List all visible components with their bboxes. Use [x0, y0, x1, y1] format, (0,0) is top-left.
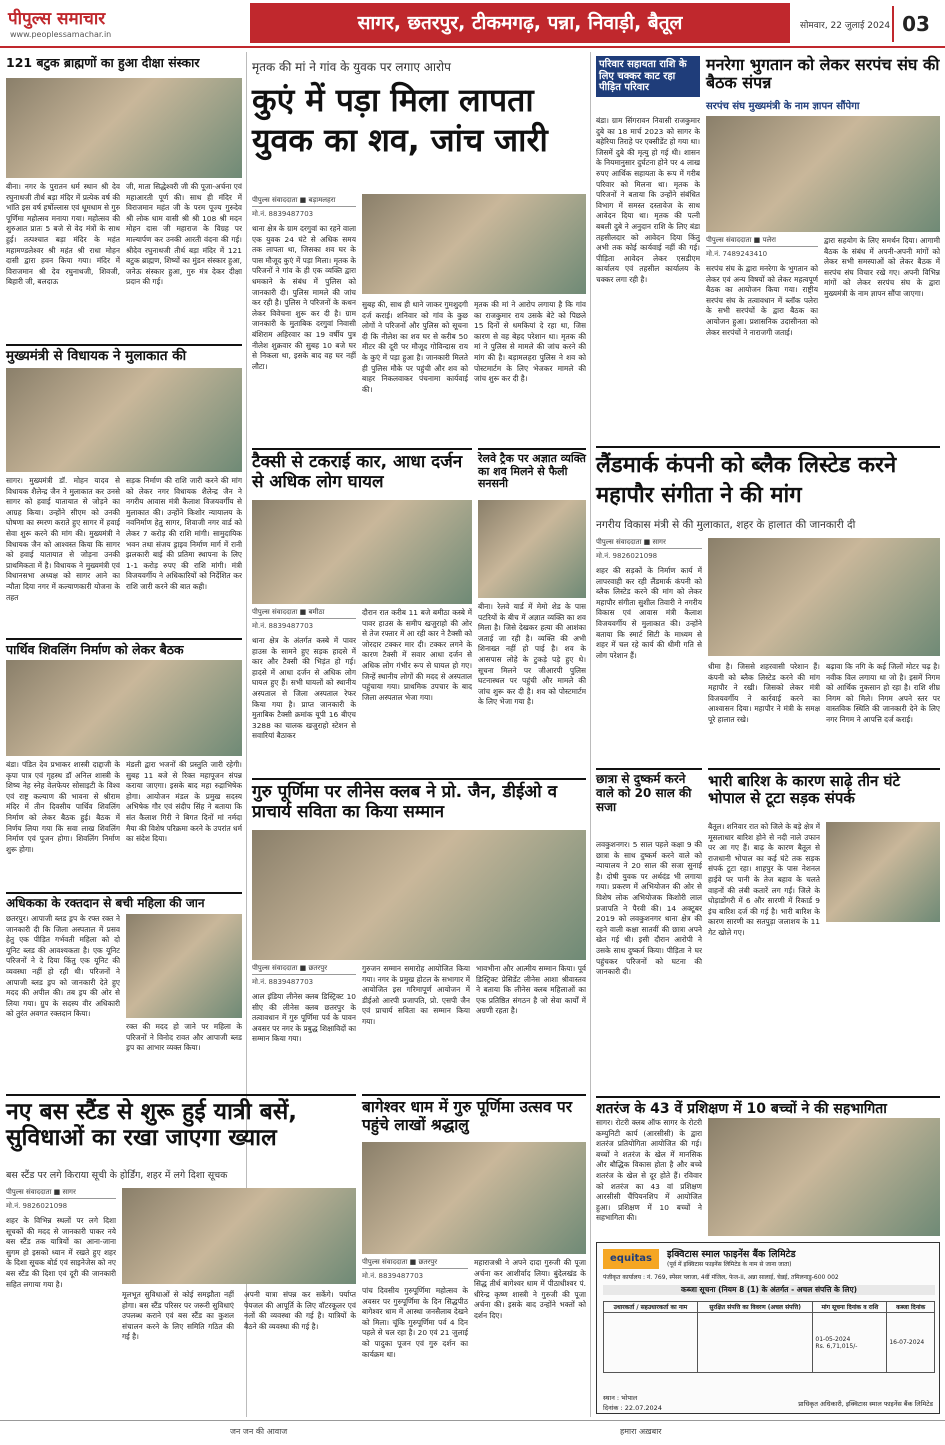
headline-batuk: 121 बटुक ब्राह्मणों का हुआ दीक्षा संस्कार [6, 55, 200, 70]
mobile-bus-stand: मो.नं. 9826021098 [6, 1202, 68, 1210]
body-blood-col1: छतरपुर। आपाजी ब्लड ड्रप के रफ्त रक्त ने जानकारी दी कि जिला अस्पताल में प्रसव हेतु एक पीड़ित गर्भवती महिला को दो यूनिट ब्लड की आवश्यकता है। एक यूनिट परिजनों ने दे दिया किंतु एक यूनिट की व्यवस्था नहीं हो रही थी। परिजनों ने आपाजी ब्लड ड्रप को जानकारी देते हुए मदद की अपील की। तब ड्रप की ओर से लिया गया। ग्रुप के सदस्य वीर अधिकारी को तुरंत अवगत रक्तदान किया। [6, 914, 120, 1019]
ad-col-demand: मांग सूचना दिनांक व राशि [813, 1302, 887, 1313]
body-shivling-col2: मंडली द्वारा भजनों की प्रस्तुति जारी रहेगी। सुबह 11 बजे से रिक्त महापूजन संपन्न कराया जाएगा। इसके बाद महा रुद्राभिषेक होगा। आयोजन मंडल के प्रमुख सदस्य अभिषेक गौर एवं संदीप सिंह ने बताया कि संत कैलाश गिरी ने बिगत दिनों मां नर्मदा मैया की विशेष परिक्रमा करने के उपरांत धर्म का संदेश दिया। [126, 760, 242, 844]
headline-rain: भारी बारिश के कारण साढ़े तीन घंटे भोपाल से टूटा सड़क संपर्क [708, 768, 940, 808]
mobile-lions-club: मो.नं. 8839487703 [252, 978, 314, 986]
body-batuk-col1: बीना। नगर के पुरातन धर्म स्थान श्री देव रघुनाथजी तीर्थ बड़ा मंदिर में प्रत्येक वर्ष की भांति इस वर्ष हर्षोल्लास एवं धूमधाम से गुरु पूर्णिमा महोत्सव मनाया गया। महोत्सव की शुरुआत प्रातः 5 बजे से वेद मंत्रों के साथ हुई। तत्पश्चात बड़ा मंदिर के महंत महामण्डलेश्वर श्री महंत श्री राधा मोहन दासी द्वारा हवन किया गया। मंदिर में विराजमान श्री देव रघुनाथजी, शिवजी, बिहारी जी, बलदाऊ [6, 182, 120, 287]
ad-date: दिनांक : 22.07.2024 [603, 1404, 662, 1412]
body-bus-stand-col2: मूलभूत सुविधाओं से कोई समझौता नहीं होगा। बस स्टैंड परिसर पर जरूरी सुविधाएं उपलब्ध कराने एवं बस स्टैंड का कुशल संचालन करने के लिए समिति गठित की गई है। [122, 1290, 234, 1342]
mobile-landmark: मो.नं. 9826021098 [596, 552, 658, 560]
headline-chess: शतरंज के 43 वें प्रशिक्षण में 10 बच्चों ने की सहभागिता [596, 1096, 940, 1117]
body-sentence: लवकुशनगर। 5 साल पहले कक्षा 9 की छात्रा के साथ दुष्कर्म करने वाले को न्यायालय ने 20 साल की सजा सुनाई है। दोषी युवक पर अर्थदंड भी लगाया गया। प्रकरण में अभियोजन की ओर से विशेष लोक अभियोजक किशोरी लाल प्रजापति ने पैरवी की। 14 अक्टूबर 2019 को लवकुशनगर थाना क्षेत्र की रहने वाली कक्षा सातवीं की छात्रा अपने खेत गई थी। इसी दौरान आरोपी ने उसके साथ दुष्कर्म किया। पीड़िता ने घर पहुंचकर परिजनों को घटना की जानकारी दी। [596, 840, 702, 977]
headline-family-aid: परिवार सहायता राशि के लिए चक्कर काट रहा पीड़ित परिवार [596, 56, 700, 97]
body-landmark-col3: बढ़ावा कि नगि के कई जिलों मोटर चढ़ है। नवीक विल लगाया था जो है। इसमें निगम को आर्थिक नुकसान हो रहा है। राशि शीघ्र निगम को मिले। निगम अपने स्तर पर वास्तविक स्थिति की जानकारी देने के लिए नगर निगम ने आपत्ति दर्ज कराई। [826, 662, 940, 724]
district-band: सागर, छतरपुर, टीकमगढ़, पन्ना, निवाड़ी, बैतूल [250, 3, 790, 43]
body-landmark-col2: धीमा है। जिससे शहरवासी परेशान हैं। कंपनी को ब्लैक लिस्टेड करने की मांग महापौर ने रखी। जिसको लेकर मंत्री विजयवर्गीय ने कार्रवाई करने का आश्वासन दिया। महापौर ने मंत्री के समक्ष पूरे हालात रखे। [708, 662, 820, 724]
body-mnrega-col1: सरपंच संघ के द्वारा मनरेगा के भुगतान को लेकर एवं अन्य विषयों को लेकर महत्वपूर्ण बैठक का आयोजन किया गया। राष्ट्रीय सरपंच संघ के तत्वावधान में ब्लॉक पलेरा के सभी सरपंचों के द्वारा बैठक का आयोजन हुआ। प्रशासनिक उदासीनता को लेकर सरपंचों ने नाराजगी जताई। [706, 264, 818, 337]
footer-right: हमारा अख़बार [620, 1427, 662, 1436]
photo-chess-training [708, 1118, 940, 1236]
ad-address: पंजीकृत कार्यालय : नं. 769, स्पेंसर प्लाजा, 4वीं मंजिल, फेज-II, अन्ना सालाई, चेन्नई, तमिलनाडु-600 002 [603, 1274, 839, 1281]
headline-bus-stand: नए बस स्टैंड से शुरू हुई यात्री बसें, सुविधाओं का रखा जाएगा ख्याल [6, 1094, 356, 1152]
headline-sentence: छात्रा से दुष्कर्म करने वाले को 20 साल की सजा [596, 768, 702, 814]
ad-cell-possession: 16-07-2024 [887, 1313, 935, 1373]
headline-taxi: टैक्सी से टकराई कार, आधा दर्जन से अधिक लोग घायल [252, 448, 472, 492]
body-bageshwar-col1: पांच दिवसीय गुरुपूर्णिमा महोत्सव के अवसर पर गुरुपूर्णिमा के दिन सिद्धपीठ बागेश्वर धाम में आस्था जनसैलाब देखने को मिला। चूंकि गुरुपूर्णिमा पर्व 4 दिन पहले से चल रहा है। 20 एवं 21 जुलाई को पादुका पूजन एवं गुरु दर्शन का कार्यक्रम था। [362, 1286, 468, 1359]
ad-col-property: सुरक्षित संपत्ति का विवरण (अचल संपत्ति) [697, 1302, 813, 1313]
mobile-well: मो.नं. 8839487703 [252, 210, 314, 218]
kicker-well: मृतक की मां ने गांव के युवक पर लगाए आरोप [252, 60, 451, 74]
body-cm-col2: सड़क निर्माण की राशि जारी करने की मांग को लेकर नगर विधायक शैलेन्द्र जैन ने नगरीय आवास मंत्री कैलाश विजयवर्गीय से मुलाकात की। उन्होंने किशोर न्यायालय के नवनिर्माण हेतु सागर, शिवाजी नगर वार्ड को लेकर 7 करोड़ की राशि मांगी। सामुदायिक भवन तथा संजय ड्राइव निर्माण मार्ग में रानी झलकारी बाई की प्रतिमा स्थापना के लिए 1-1 करोड़ रुपए की राशि मांगी। मंत्री विजयवर्गीय ने अधिकारियों को निर्देशित कर राशि जारी करने की बात कही। [126, 476, 242, 591]
body-well-col3: मृतक की मां ने आरोप लगाया है कि गांव का राजकुमार राय उसके बेटे को पिछले 15 दिनों से धमकियां दे रहा था, जिस कारण से वह बेहद परेशान था। मृतक की मां ने पुलिस से मामले की जांच करने की मांग की है। बड़ामलहरा पुलिस ने शव को पोस्टमार्टम के लिए भेजकर मामले की जांच शुरू कर दी है। [474, 300, 586, 384]
body-mnrega-col2: द्वारा सहयोग के लिए समर्थन दिया। आगामी बैठक के संबंध में अपनी-अपनी मांगों को लेकर सभी समस्याओं को लेकर बैठक में सरपंच संघ विचार रखे गए। अपनी विभिन्न मांगों को लेकर सरपंच संघ के द्वारा मुख्यमंत्री के नाम ज्ञापन सौंपा जाएगा। [824, 236, 940, 298]
photo-mnrega-meeting [706, 116, 940, 232]
ad-col-possession: कब्जा दिनांक [887, 1302, 935, 1313]
column-rule [590, 52, 591, 1417]
photo-railway-track [478, 500, 586, 598]
ad-cell-demand [813, 1313, 887, 1373]
ad-place: स्थान : भोपाल [603, 1394, 638, 1402]
subhead-bus-stand: बस स्टैंड पर लगे किराया सूची के होर्डिंग, शहर में लगे दिशा सूचक [6, 1170, 228, 1181]
byline-taxi: पीपुल्स संवाददाता ■ बमीठा [252, 608, 356, 619]
headline-bageshwar: बागेश्वर धाम में गुरु पूर्णिमा उत्सव पर पहुंचे लाखों श्रद्धालु [362, 1094, 586, 1135]
photo-well-site [362, 194, 586, 294]
body-landmark-col1: शहर की सड़कों के निर्माण कार्य में लापरवाही कर रही लैंडमार्क कंपनी को ब्लैक लिस्टेड करने की मांग को लेकर महापौर संगीता सुशील तिवारी ने नगरीय विकास एवं आवास मंत्री कैलाश विजयवर्गीय से मुलाकात की। उन्होंने बताया कि स्मार्ट सिटी के माध्यम से शहर में चल रहे कार्य की धीमी गति से लोग परेशान हैं। [596, 566, 702, 660]
mobile-mnrega: मो.नं. 7489243410 [706, 250, 768, 258]
subhead-mnrega: सरपंच संघ मुख्यमंत्री के नाम ज्ञापन सौंपेगा [706, 101, 860, 112]
photo-lions-club [252, 830, 586, 960]
headline-cm-meeting: मुख्यमंत्री से विधायक ने मुलाकात की [6, 344, 242, 365]
ad-demand-date: 01-05-2024 [815, 1335, 851, 1343]
equitas-logo: equitas [603, 1249, 659, 1269]
photo-flood-road [826, 822, 940, 922]
byline-lions-club: पीपुल्स संवाददाता ■ छतरपुर [252, 964, 356, 975]
headline-well: कुएं में पड़ा मिला लापता युवक का शव, जांच जारी [252, 81, 548, 159]
newspaper-logo: पीपुल्स समाचार [8, 9, 106, 29]
issue-date: सोमवार, 22 जुलाई 2024 [800, 21, 891, 31]
body-taxi-col1: थाना क्षेत्र के अंतर्गत कस्बे में पावर हाउस के सामने हुए सड़क हादसे में कार और टैक्सी की भिड़ंत हो गई। हादसे में आधा दर्जन से अधिक लोग घायल हुए हैं। सभी घायलों को स्थानीय अस्पताल से जिला अस्पताल रेफर किया गया है। प्राप्त जानकारी के मुताबिक टैक्सी क्रमांक यूपी 16 बीएच 3288 का चालक खजुराहो स्टेशन से सवारियां बैठाकर [252, 636, 356, 741]
photo-bus-stand [122, 1188, 356, 1284]
headline-railway: रेलवे ट्रैक पर अज्ञात व्यक्ति का शव मिलने से फैली सनसनी [478, 448, 586, 491]
footer-left: जन जन की आवाज [230, 1427, 288, 1436]
body-shivling-col1: बंडा। पंडित देव प्रभाकर शास्त्री दाद्दाजी के कृपा पात्र एवं गृहस्थ डॉ अनिल शास्त्री के शिष्य नेह स्नेह वेलफेयर सोसाइटी के विश्व एवं राष्ट्र कल्याण की भावना से श्रीराम मंदिर में तीन दिवसीय पार्थिव शिवलिंग निर्माण को लेकर बैठक हुई। बैठक में निर्णय लिया गया कि सवा लाख शिवलिंग निर्माण एवं पूजन होगा। शिवलिंग निर्माण शुरू होगा। [6, 760, 120, 854]
ad-amount: Rs. 6,71,015/- [815, 1342, 858, 1350]
headline-blood-donation: अधिकका के रक्तदान से बची महिला की जान [6, 892, 242, 911]
body-blood-col2: रक्त की मदद हो जाने पर महिला के परिजनों ने विनोद रावत और आपाजी ब्लड ड्रप का आभार व्यक्त किया। [126, 1022, 242, 1053]
byline-bus-stand: पीपुल्स संवाददाता ■ सागर [6, 1188, 116, 1199]
body-well-col2: सुबह की, साथ ही थाने जाकर गुमशुदगी दर्ज कराई। शनिवार को गांव के कुछ लोगों ने परिजनों और पुलिस को सूचना दी कि नीलेश का शव घर से करीब 50 मीटर की दूरी पर मौजूद गोविन्दास राय के कुएं में पड़ा हुआ है। जानकारी मिलते ही पुलिस मौके पर पहुंची और शव को बाहर निकलवाकर पंचनामा कार्यवाई की। [362, 300, 468, 394]
footer-rule [0, 1420, 945, 1421]
photo-bageshwar [362, 1142, 586, 1254]
website-url[interactable]: www.peoplessamachar.in [10, 30, 112, 39]
body-bus-stand-col3: अपनी यात्रा संपन्न कर सकेंगे। पर्याप्त पेयजल की आपूर्ति के लिए वॉटरकूलर एवं नलों की व्यवस्था की गई है। यात्रियों के बैठने की व्यवस्था की गई है। [244, 1290, 356, 1331]
headline-landmark: लैंडमार्क कंपनी को ब्लैक लिस्टेड करने महापौर संगीता ने की मांग [596, 446, 940, 511]
body-lions-col3: भावभीना और आत्मीय सम्मान किया। पूर्व डिस्ट्रिक्ट प्रेसिडेंट लीनेस आशा श्रीवास्तव ने बताया कि लीनेस क्लब महिलाओं का एक प्रतिष्ठित संगठन है जो सेवा कार्यों में अग्रणी रहता है। [476, 964, 586, 1016]
ad-cell-borrower [604, 1313, 698, 1373]
photo-taxi-accident [252, 500, 472, 604]
ad-subtitle: (पूर्व में इक्विटास फाइनेंस लिमिटेड के नाम से जाना जाता) [667, 1261, 792, 1268]
photo-batuk-ceremony [6, 78, 242, 178]
body-batuk-col2: जी, माता सिद्धेश्वरी जी की पूजा-अर्चना एवं महाआरती पूर्ण की। साथ ही मंदिर में विराजमान महंत जी के परम पूज्य गुरुदेव श्री लोक धाम वासी श्री श्री 108 श्री मदन मोहन दास जी महाराज के विग्रह पर माल्यार्पण कर उनकी आरती वंदना की गई। श्रीदेव रघुनाथजी तीर्थ बड़ा मंदिर में 121 बटुक ब्राह्मण, शिष्यों का मुंडन संस्कार हुआ, जनेऊ संस्कार हुआ, गुरु मंत्र देकर दीक्षा प्रदान की गई। [126, 182, 242, 287]
photo-landmark-meeting [708, 538, 940, 656]
body-well-col1: थाना क्षेत्र के ग्राम दरगुवां का रहने वाला एक युवक 24 घंटे से अधिक समय तक लापता था, जिसका शव घर के पास मौजूद कुएं में पड़ा मिला। मृतक के परिजनों ने गांव के ही एक व्यक्ति द्वारा धमकाने के संबंध में पुलिस को जानकारी दी। पुलिस मामले की जांच कर रही है। पुलिस ने परिजनों के कथन लेकर विवेचना शुरू कर दी है। ग्राम जानकारी के मुताबिक दरगुवां निवासी बंशिराम अहिरवार का 19 वर्षीय पुत्र नीलेश शुक्रवार की सुबह 10 बजे घर से निकला था, इसके बाद वह घर नहीं लौटा। [252, 224, 356, 371]
body-chess: सागर। रोटरी क्लब ऑफ सागर के रोटरी कम्युनिटी कार्प (आरसीसी) के द्वारा शतरंज प्रतियोगिता आयोजित की गई। बच्चों ने शतरंज के खेल में मानसिक और बौद्धिक विकास होता है और बच्चे शतरंज के खेल से दूर होते हैं। रविवार को शतरंज का 43 वां प्रशिक्षण आरसीसी चैंपियनशिप में आयोजित हुआ। प्रशिक्षण में 10 बच्चों ने सहभागिता की। [596, 1118, 702, 1223]
byline-bageshwar: पीपुल्स संवाददाता ■ छतरपुर [362, 1258, 468, 1269]
body-bus-stand-col1: शहर के विभिन्न स्थलों पर लगे दिशा सूचकों की मदद से जानकारी पाकर नये बस स्टैंड तक यात्रियों का आना-जाना सुगम हो इसको ध्यान में रखते हुए शहर के दिशा सूचक बोर्ड एवं साइनेजेस को नए बस स्टैंड की दिशा एवं दूरी की जानकारी सहित लगाया गया है। [6, 1216, 116, 1289]
ad-cell-property [697, 1313, 813, 1373]
ad-title: इक्विटास स्माल फाइनेंस बैंक लिमिटेड [667, 1249, 796, 1260]
body-cm-col1: सागर। मुख्यमंत्री डॉ. मोहन यादव से विधायक शैलेन्द्र जैन ने मुलाकात कर उनसे सागर को हवाई यातायात से जोड़ने का आग्रह किया। उन्होंने सीएम को उनकी घोषणा का स्मरण कराते हुए सागर में हवाई सेवा शुरू करने की मांग की। मुख्यमंत्री ने विधायक जैन को आश्वस्त किया कि सागर को हवाई यातायात से जोड़ना उनकी प्राथमिकता में है। विधायक ने मुख्यमंत्री एवं विधानसभा अध्यक्ष को सागर आने का न्यौता दिया नगर में कल्याणकारी योजना के तहत [6, 476, 120, 602]
equitas-notice-ad [596, 1242, 940, 1414]
headline-mnrega: मनरेगा भुगतान को लेकर सरपंच संघ की बैठक संपन्न [706, 55, 940, 93]
ad-notice-title: कब्जा सूचना (नियम 8 (1) के अंतर्गत - अचल संपत्ति के लिए) [603, 1285, 935, 1295]
photo-shivling-meeting [6, 660, 242, 756]
byline-mnrega: पीपुल्स संवाददाता ■ पलेरा [706, 236, 818, 247]
byline-landmark: पीपुल्स संवाददाता ■ सागर [596, 538, 702, 549]
ad-table [603, 1301, 935, 1373]
body-rain: बैतूल। शनिवार रात को जिले के बड़े क्षेत्र में मूसलाधार बारिश होने से नदी नाले उफान पर आ गए हैं। बाढ़ के कारण बैतूल से राजधानी भोपाल का कई घंटे तक सड़क संपर्क टूटा रहा। शाहपुर के पास नेशनल हाईवे पर पानी के तेज बहाव के चलते वाहनों की लंबी कतारें लग गईं। जिले के घोड़ाडोंगरी में 6 और सारणी में रिकार्ड 9 इंच बारिश दर्ज की गई है। भारी बारिश के कारण सारणी का सतपुड़ा जलाशय के 11 गेट खोले गए। [708, 822, 820, 937]
body-lions-col2: गुरुजन सम्मान समारोह आयोजित किया गया। नगर के प्रमुख होटल के सभागार में आयोजित इस गरिमापूर्ण आयोजन में डीईओ आरपी प्रजापति, प्रो. एसपी जैन एवं प्राचार्य सविता का सम्मान किया गया। [362, 964, 470, 1026]
body-lions-col1: आल इंडिया लीनेस क्लब डिस्ट्रिक्ट 10 सीए की लीनेस क्लब छतरपुर के तत्वावधान में गुरु पूर्णिमा पर्व के पावन अवसर पर नगर के प्रबुद्ध शिक्षाविदों का सम्मान किया गया। [252, 992, 356, 1044]
headline-shivling: पार्थिव शिवलिंग निर्माण को लेकर बैठक [6, 638, 242, 657]
headline-lions-club: गुरु पूर्णिमा पर लीनेस क्लब ने प्रो. जैन, डीईओ व प्राचार्य सविता का किया सम्मान [252, 778, 586, 822]
byline-well: पीपुल्स संवाददाता ■ बड़ामलहरा [252, 196, 356, 207]
photo-blood-donor [126, 914, 242, 1018]
body-bageshwar-col2: महाराजश्री ने अपने दादा गुरुजी की पूजा अर्चना कर आशीर्वाद लिया। बुंदेलखंड के सिद्ध तीर्थ बागेश्वर धाम में पीठाधीश्वर पं. धीरेन्द्र कृष्ण शास्त्री ने गुरुजी की पूजा अर्चना की। इसके बाद उन्होंने भक्तों को दर्शन दिए। [474, 1258, 586, 1320]
mobile-taxi: मो.नं. 8839487703 [252, 622, 314, 630]
ad-col-borrower: उधारकर्ता / सहउधारकर्ता का नाम [604, 1302, 698, 1313]
subhead-landmark: नगरीय विकास मंत्री से की मुलाकात, शहर के हालात की जानकारी दी [596, 519, 856, 531]
page-number: 03 [892, 6, 938, 42]
mobile-bageshwar: मो.नं. 8839487703 [362, 1272, 424, 1280]
body-family-aid: बंडा। ग्राम सिंगरावन निवासी राजकुमार दुबे का 18 मार्च 2023 को सागर के बहेरिया तिराहे पर एक्सीडेंट हो गया था। जिसमें दुबे की मृत्यु हो गई थी। शासन के नियमानुसार दुर्घटना होने पर 4 लाख रुपए आर्थिक सहायता के रूप में गरीब परिवार को मिलना था। मृतक के परिजनों ने बताया कि उन्होंने संबंधित विभाग में समस्त दस्तावेज के साथ आवेदन दिया था। मृतक की पत्नी बबली दुबे ने अनुदान राशि के लिए बंडा तहसीलदार को आवेदन दिया किंतु अभी तक कोई कार्यवाई नहीं की गई। पीड़िता आवेदन लेकर एसडीएम कार्यालय एवं तहसील कार्यालय के चक्कर लगा रही है। [596, 116, 700, 284]
ad-signatory: प्राधिकृत अधिकारी, इक्विटास स्माल फाइनेंस बैंक लिमिटेड [798, 1400, 933, 1408]
photo-cm-meeting [6, 368, 242, 472]
body-taxi-col2: दौरान रात करीब 11 बजे बमीठा कस्बे में पावर हाउस के समीप खजुराहो की ओर से तेज रफ्तार में आ रही कार ने टैक्सी को जोरदार टक्कर मार दी। टक्कर लगने के कारण टैक्सी में सवार आधा दर्जन से अधिक लोग गंभीर रूप से घायल हो गए। जिन्हें स्थानीय लोगों की मदद से अस्पताल पहुंचाया गया। प्राथमिक उपचार के बाद जिला अस्पताल भेजा गया। [362, 608, 472, 702]
body-railway: बीना। रेलवे यार्ड में मेमो शेड के पास पटरियों के बीच में अज्ञात व्यक्ति का शव मिला है। जिसे देखकर हत्या की आशंका जताई जा रही है। व्यक्ति की अभी शिनाख्त नहीं हो पाई है। शव के आसपास लोहे के टुकड़े पड़े हुए थे। सूचना मिलने पर जीआरपी पुलिस घटनास्थल पर पहुंची और मामले की जांच शुरू कर दी है। शव को पोस्टमार्टम के लिए भेजा गया है। [478, 602, 586, 707]
